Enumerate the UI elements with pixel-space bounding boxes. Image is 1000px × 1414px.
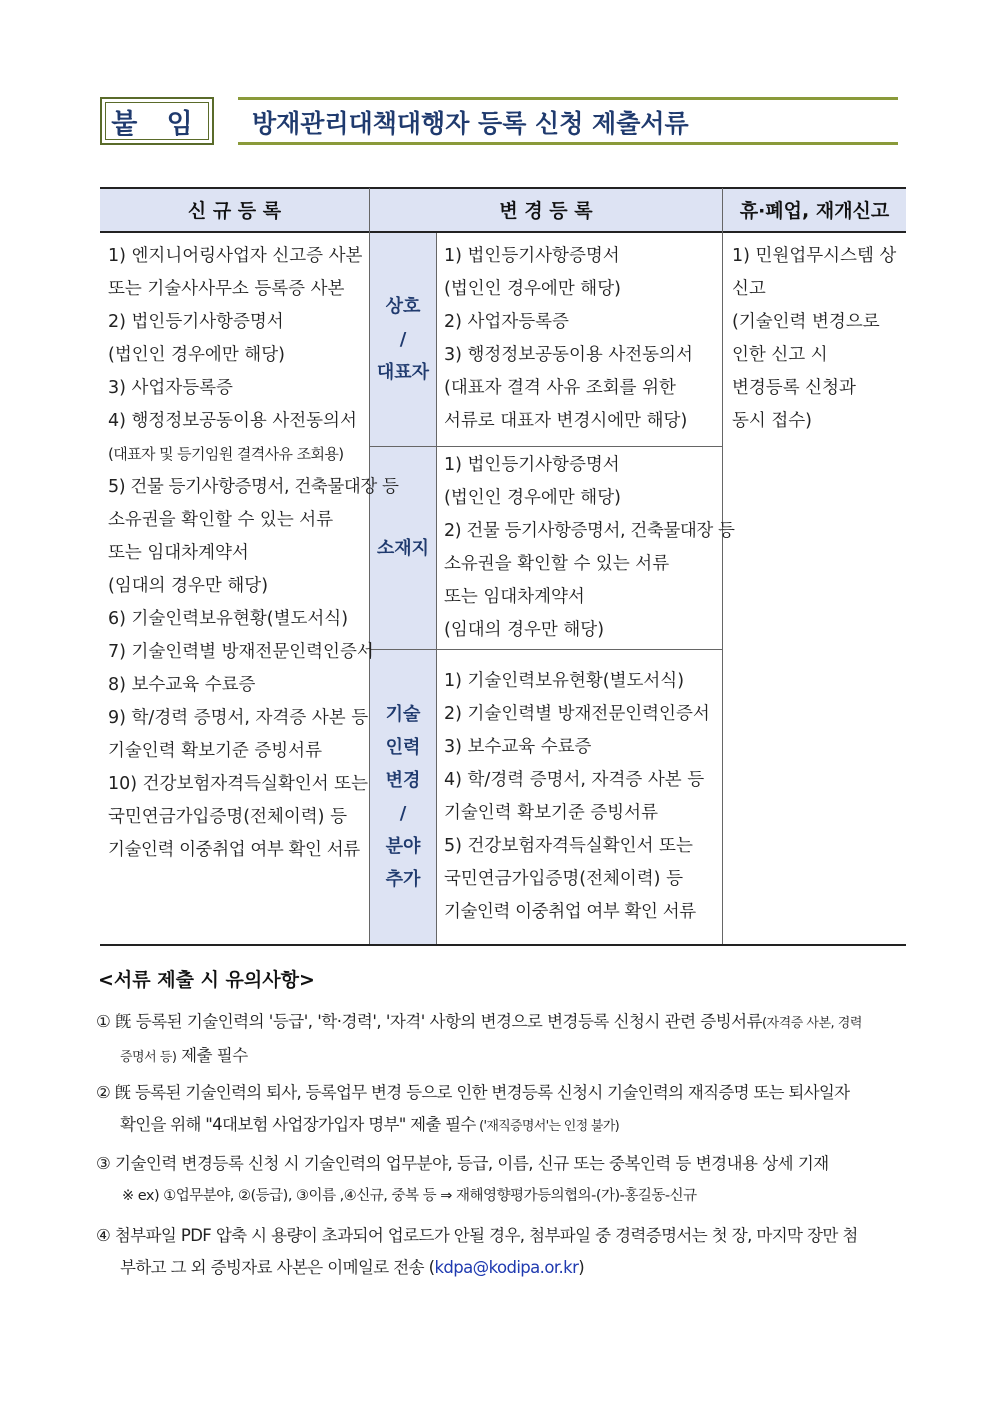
list-item: 3) 보수교육 수료증 xyxy=(444,737,592,757)
list-item: 1) 기술인력보유현황(별도서식) xyxy=(444,671,685,691)
list-item: 기술인력 확보기준 증빙서류 xyxy=(444,803,658,823)
title-rule-top xyxy=(238,97,898,100)
list-item: 서류로 대표자 변경시에만 해당) xyxy=(444,411,688,431)
col-divider-2 xyxy=(436,233,437,944)
closure-list xyxy=(732,240,896,438)
note-text: ② 旣 등록된 기술인력의 퇴사, 등록업무 변경 등으로 인한 변경등록 신청시 기술인력의 재직증명 또는 퇴사일자 xyxy=(96,1083,850,1102)
list-item: 6) 기술인력보유현황(별도서식) xyxy=(108,609,349,629)
label-line: 상호 xyxy=(385,296,421,317)
change-items-technical-staff xyxy=(444,665,710,929)
list-item: (법인인 경우에만 해당) xyxy=(444,279,621,299)
note-example: ※ ex) ①업무분야, ②(등급), ③이름 ,④신규, 중복 등 ⇒ 재해영향평가등의협의-(가)-홍길동-신규 xyxy=(122,1188,697,1204)
list-item: (대표자 및 등기임원 결격사유 조회용) xyxy=(108,445,344,463)
list-item: 또는 임대차계약서 xyxy=(444,587,585,607)
column-header-new: 신 규 등 록 xyxy=(187,200,282,222)
list-item: 신고 xyxy=(732,279,766,299)
notes-title: <서류 제출 시 유의사항> xyxy=(98,969,315,991)
list-item: 1) 민원업무시스템 상 xyxy=(732,246,897,266)
list-item: 기술인력 이중취업 여부 확인 서류 xyxy=(444,902,696,922)
change-label-location xyxy=(370,447,436,649)
list-item: 5) 건강보험자격득실확인서 또는 xyxy=(444,836,693,856)
list-item: 2) 기술인력별 방재전문인력인증서 xyxy=(444,704,710,724)
note-small-text: 증명서 등) xyxy=(120,1050,177,1065)
label-line: / xyxy=(399,329,407,350)
list-item: 2) 법인등기사항증명서 xyxy=(108,312,284,332)
note-text: 확인을 위해 "4대보험 사업장가입자 명부" 제출 필수 xyxy=(120,1115,476,1134)
list-item: (대표자 결격 사유 조회를 위한 xyxy=(444,378,676,398)
list-item: 3) 사업자등록증 xyxy=(108,378,233,398)
list-item: 1) 엔지니어링사업자 신고증 사본 xyxy=(108,246,363,266)
list-item: 4) 행정정보공동이용 사전동의서 xyxy=(108,411,357,431)
note-text: ③ 기술인력 변경등록 신청 시 기술인력의 업무분야, 등급, 이름, 신규 또는 중복인력 등 변경내용 상세 기재 xyxy=(96,1154,829,1173)
list-item: 소유권을 확인할 수 있는 서류 xyxy=(108,510,334,530)
list-item: 국민연금가입증명(전체이력) 등 xyxy=(108,807,347,827)
note-4 xyxy=(96,1220,858,1284)
list-item: 2) 건물 등기사항증명서, 건축물대장 등 xyxy=(444,521,735,541)
list-item: 소유권을 확인할 수 있는 서류 xyxy=(444,554,670,574)
list-item: (기술인력 변경으로 xyxy=(732,312,880,332)
note-text: ① 旣 등록된 기술인력의 '등급', '학·경력', '자격' 사항의 변경으로 변경등록 신청시 관련 증빙서류 xyxy=(96,1012,763,1031)
note-text: 부하고 그 외 증빙자료 사본은 이메일로 전송 ( xyxy=(120,1258,435,1277)
change-label-name-representative xyxy=(370,233,436,446)
attachment-badge: 붙 임 xyxy=(100,97,214,145)
list-item: 또는 임대차계약서 xyxy=(108,543,249,563)
label-line: 추가 xyxy=(385,869,421,890)
note-text: 제출 필수 xyxy=(176,1046,248,1065)
list-item: (법인인 경우에만 해당) xyxy=(108,345,285,365)
note-text: ) xyxy=(578,1258,585,1277)
label-line: / xyxy=(399,803,407,824)
label-line: 변경 xyxy=(385,770,421,791)
list-item: 인한 신고 시 xyxy=(732,345,828,365)
list-item: 7) 기술인력별 방재전문인력인증서 xyxy=(108,642,374,662)
note-text: ④ 첨부파일 PDF 압축 시 용량이 초과되어 업로드가 안될 경우, 첨부파일 중 경력증명서는 첫 장, 마지막 장만 첨 xyxy=(96,1226,858,1245)
list-item: 또는 기술사사무소 등록증 사본 xyxy=(108,279,345,299)
label-line: 기술 xyxy=(385,704,421,725)
list-item: 동시 접수) xyxy=(732,411,813,431)
list-item: 국민연금가입증명(전체이력) 등 xyxy=(444,869,683,889)
column-header-change: 변 경 등 록 xyxy=(499,200,593,222)
list-item: (임대의 경우만 해당) xyxy=(444,620,605,640)
note-small-text: (자격증 사본, 경력 xyxy=(762,1016,862,1031)
list-item: 9) 학/경력 증명서, 자격증 사본 등 xyxy=(108,708,369,728)
list-item: (법인인 경우에만 해당) xyxy=(444,488,621,508)
change-items-location xyxy=(444,449,735,647)
note-small-text: ('재직증명서'는 인정 불가) xyxy=(475,1119,620,1134)
table-header-rule xyxy=(100,231,906,233)
list-item: 5) 건물 등기사항증명서, 건축물대장 등 xyxy=(108,477,399,497)
list-item: 기술인력 이중취업 여부 확인 서류 xyxy=(108,840,360,860)
column-header-closure: 휴·폐업, 재개신고 xyxy=(739,200,890,222)
list-item: 8) 보수교육 수료증 xyxy=(108,675,256,695)
list-item: 10) 건강보험자격득실확인서 또는 xyxy=(108,774,368,794)
change-items-name-representative xyxy=(444,240,693,438)
change-label-technical-staff xyxy=(370,650,436,944)
list-item: 4) 학/경력 증명서, 자격증 사본 등 xyxy=(444,770,705,790)
label-line: 소재지 xyxy=(376,537,430,559)
note-1 xyxy=(96,1006,862,1074)
list-item: 1) 법인등기사항증명서 xyxy=(444,455,620,475)
label-line: 인력 xyxy=(385,737,421,758)
list-item: 기술인력 확보기준 증빙서류 xyxy=(108,741,322,761)
label-line: 분야 xyxy=(385,836,421,857)
email-link[interactable]: kdpa@kodipa.or.kr xyxy=(434,1258,579,1277)
note-3 xyxy=(96,1148,829,1212)
note-2 xyxy=(96,1077,849,1143)
list-item: 3) 행정정보공동이용 사전동의서 xyxy=(444,345,693,365)
page-title: 방재관리대책대행자 등록 신청 제출서류 xyxy=(252,109,689,138)
list-item: 1) 법인등기사항증명서 xyxy=(444,246,620,266)
title-rule-bottom xyxy=(238,142,898,145)
new-registration-list xyxy=(108,240,399,867)
list-item: 변경등록 신청과 xyxy=(732,378,856,398)
list-item: 2) 사업자등록증 xyxy=(444,312,569,332)
list-item: (임대의 경우만 해당) xyxy=(108,576,269,596)
table-bottom-rule xyxy=(100,944,906,946)
label-line: 대표자 xyxy=(376,362,430,383)
